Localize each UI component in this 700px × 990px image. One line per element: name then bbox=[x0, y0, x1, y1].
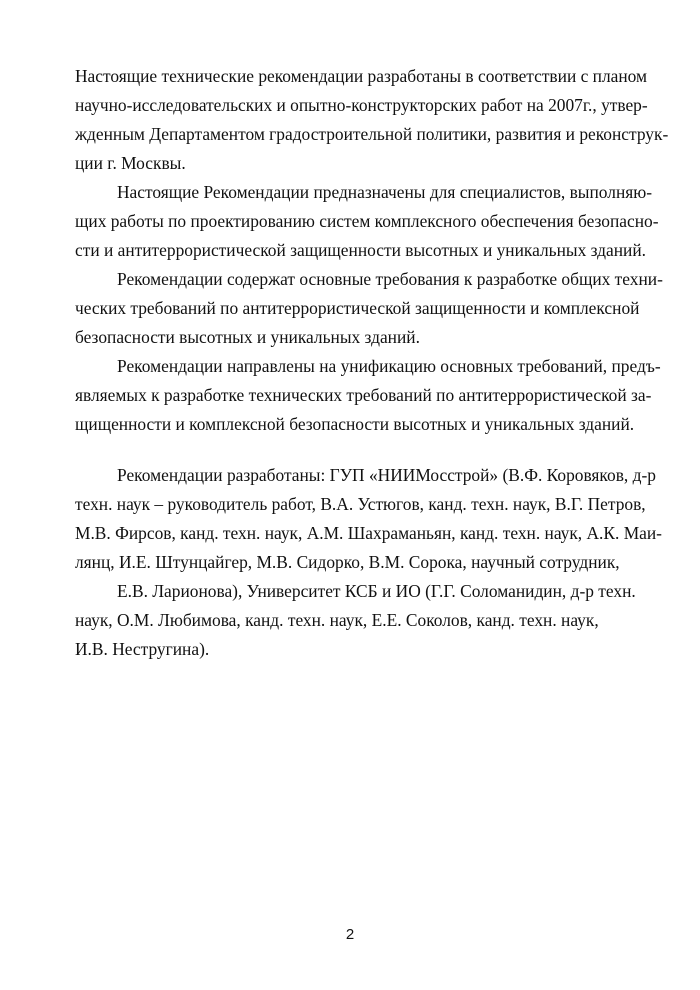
text-line: щищенности и комплексной безопасности высотных и уникальных зданий. bbox=[75, 414, 635, 434]
text-line: являемых к разработке технических требований по антитеррористической за- bbox=[75, 385, 652, 405]
text-line: щих работы по проектированию систем комплексного обеспечения безопасно- bbox=[75, 211, 659, 231]
text-line: жденным Департаментом градостроительной политики, развития и реконструк- bbox=[75, 124, 669, 144]
text-line: Рекомендации разработаны: ГУП «НИИМосстрой» (В.Ф. Коровяков, д-р bbox=[117, 465, 656, 485]
text-line: ческих требований по антитеррористической защищенности и комплексной bbox=[75, 298, 640, 318]
text-line: наук, О.М. Любимова, канд. техн. наук, Е.Е. Соколов, канд. техн. наук, bbox=[75, 610, 599, 630]
page-number: 2 bbox=[345, 926, 355, 943]
text-line: сти и антитеррористической защищенности высотных и уникальных зданий. bbox=[75, 240, 647, 260]
text-line: Рекомендации направлены на унификацию основных требований, предъ- bbox=[117, 356, 661, 376]
text-line: М.В. Фирсов, канд. техн. наук, А.М. Шахраманьян, канд. техн. наук, А.К. Маи- bbox=[75, 523, 662, 543]
text-line: научно-исследовательских и опытно-конструкторских работ на 2007г., утвер- bbox=[75, 95, 648, 115]
text-line: безопасности высотных и уникальных зданий. bbox=[75, 327, 420, 347]
text-line: И.В. Нестругина). bbox=[75, 639, 210, 659]
text-line: Рекомендации содержат основные требования к разработке общих техни- bbox=[117, 269, 663, 289]
text-line: лянц, И.Е. Штунцайгер, М.В. Сидорко, В.М. Сорока, научный сотрудник, bbox=[75, 552, 620, 572]
text-line: Е.В. Ларионова), Университет КСБ и ИО (Г.Г. Соломанидин, д-р техн. bbox=[117, 581, 636, 601]
text-line: Настоящие технические рекомендации разработаны в соответствии с планом bbox=[75, 66, 648, 86]
text-line: Настоящие Рекомендации предназначены для специалистов, выполняю- bbox=[117, 182, 653, 202]
text-line: ции г. Москвы. bbox=[75, 153, 186, 173]
text-line: техн. наук – руководитель работ, В.А. Устюгов, канд. техн. наук, В.Г. Петров, bbox=[75, 494, 646, 514]
